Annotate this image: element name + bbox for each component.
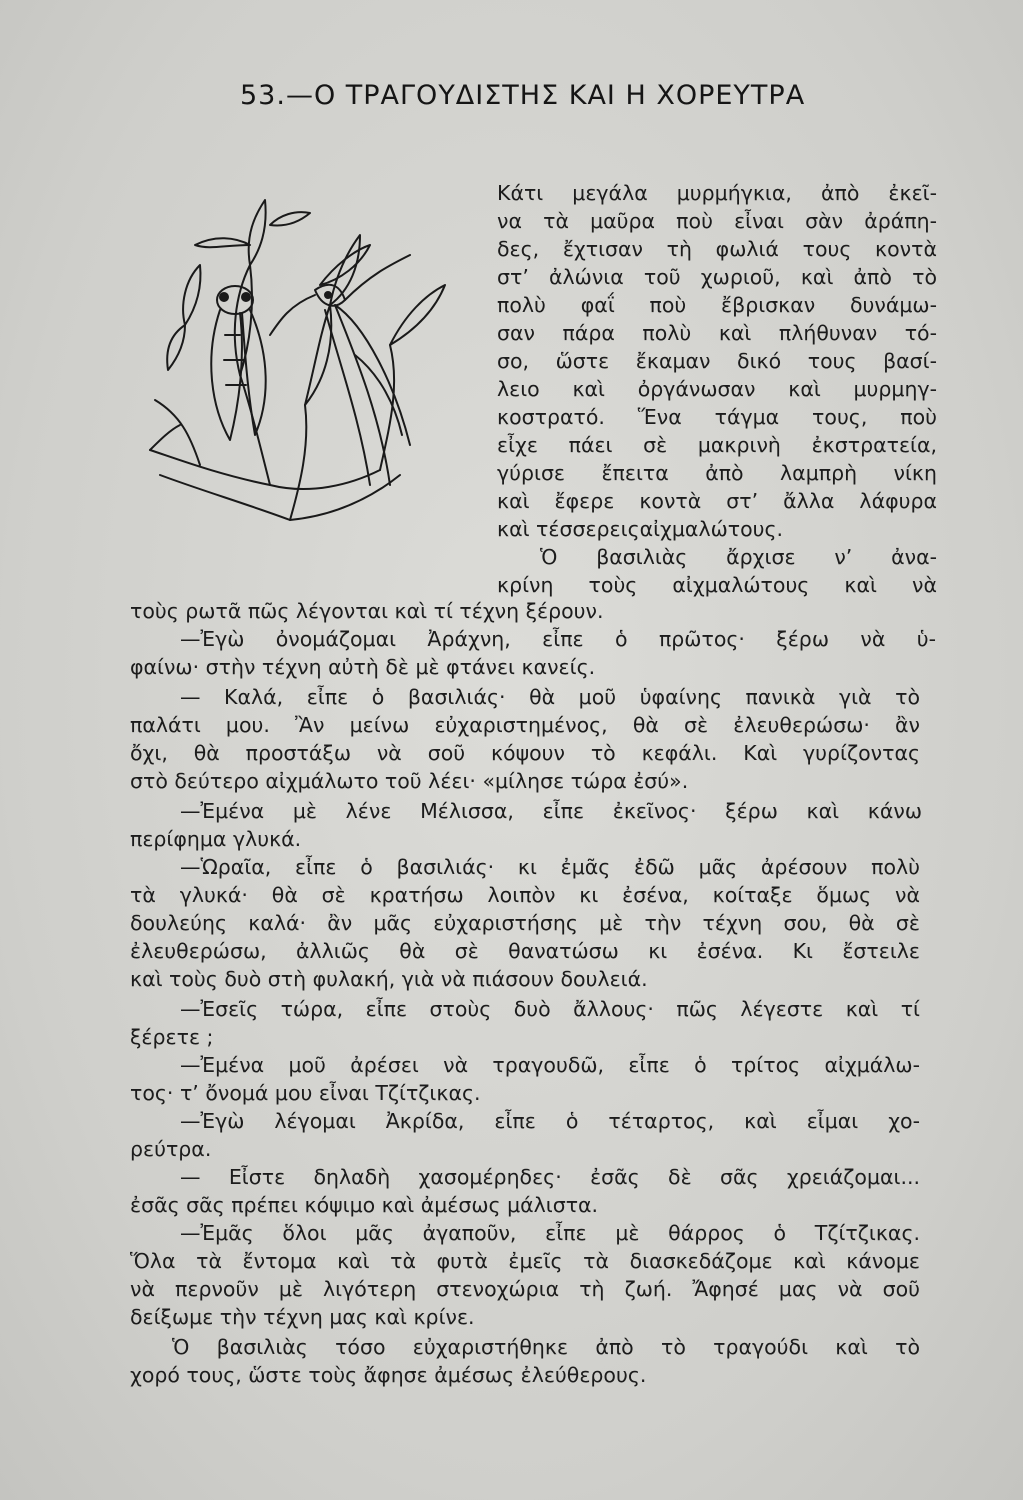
text-line: Ὅλα τὰ ἔντομα καὶ τὰ φυτὰ ἐμεῖς τὰ διασκεδάζομε καὶ κάνομε <box>130 1249 920 1273</box>
text-line: χορό τους, ὥστε τοὺς ἄφησε ἀμέσως ἐλεύθερους. <box>130 1363 647 1387</box>
text-line: καὶ τέσσερειςαἰχμαλώτους. <box>497 517 784 541</box>
text-line: —Ἐσεῖς τώρα, εἶπε στοὺς δυὸ ἄλλους· πῶς λέγεστε καὶ τί <box>180 997 920 1021</box>
text-line: ὄχι, θὰ προστάξω νὰ σοῦ κόψουν τὸ κεφάλι. Καὶ γυρίζοντας <box>130 741 920 765</box>
text-line: —Ἐμένα μοῦ ἀρέσει νὰ τραγουδῶ, εἶπε ὁ τρίτος αἰχμάλω- <box>180 1053 920 1077</box>
text-line: ρεύτρα. <box>130 1137 212 1161</box>
text-line: κρίνη τοὺς αἰχμαλώτους καὶ νὰ <box>497 573 937 597</box>
text-line: ἐλευθερώσω, ἀλλιῶς θὰ σὲ θανατώσω κι ἐσένα. Κι ἔστειλε <box>130 939 920 963</box>
text-line: —Ὡραῖα, εἶπε ὁ βασιλιάς· κι ἐμᾶς ἐδῶ μᾶς ἀρέσουν πολὺ <box>180 855 920 879</box>
text-line: — Καλά, εἶπε ὁ βασιλιάς· θὰ μοῦ ὑφαίνης πανικὰ γιὰ τὸ <box>180 685 920 709</box>
text-line: σαν πάρα πολὺ καὶ πλήθυναν τό- <box>497 321 937 345</box>
text-line: καὶ τοὺς δυὸ στὴ φυλακή, γιὰ νὰ πιάσουν δουλειά. <box>130 967 648 991</box>
text-line: φαίνω· στὴν τέχνη αὐτὴ δὲ μὲ φτάνει κανείς. <box>130 655 596 679</box>
text-line: στὸ δεύτερο αἰχμάλωτο τοῦ λέει· «μίλησε τώρα ἐσύ». <box>130 769 689 793</box>
text-line: ἐσᾶς σᾶς πρέπει κόψιμο καὶ ἀμέσως μάλιστα. <box>130 1193 599 1217</box>
text-line: —Ἐμᾶς ὅλοι μᾶς ἀγαποῦν, εἶπε μὲ θάρρος ὁ Τζίτζικας. <box>180 1221 920 1245</box>
text-line: —Ἐμένα μὲ λένε Μέλισσα, εἶπε ἐκεῖνος· ξέρω καὶ κάνω <box>180 799 922 823</box>
text-line: δείξωμε τὴν τέχνη μας καὶ κρίνε. <box>130 1305 475 1329</box>
text-line: Ὁ βασιλιὰς ἄρχισε ν’ ἀνα- <box>540 545 937 569</box>
text-line: περίφημα γλυκά. <box>130 827 302 851</box>
text-line: κοστρατό. Ἕνα τάγμα τους, ποὺ <box>497 405 937 429</box>
text-line: τοὺς ρωτᾶ πῶς λέγονται καὶ τί τέχνη ξέρουν. <box>130 599 604 623</box>
text-line: πολὺ φαΐ ποὺ ἔβρισκαν δυνάμω- <box>497 293 937 317</box>
text-line: —Ἐγὼ ὀνομάζομαι Ἀράχνη, εἶπε ὁ πρῶτος· ξέρω νὰ ὑ- <box>180 627 936 651</box>
text-line: σο, ὥστε ἔκαμαν δικό τους βασί- <box>497 349 937 373</box>
text-line: λειο καὶ ὀργάνωσαν καὶ μυρμηγ- <box>497 377 937 401</box>
text-line: δες, ἔχτισαν τὴ φωλιά τους κοντὰ <box>497 237 937 261</box>
text-line: —Ἐγὼ λέγομαι Ἀκρίδα, εἶπε ὁ τέταρτος, καὶ εἶμαι χο- <box>180 1109 920 1133</box>
text-line: καὶ ἔφερε κοντὰ στ’ ἄλλα λάφυρα <box>497 489 937 513</box>
text-line: να τὰ μαῦρα ποὺ εἶναι σὰν ἀράπη- <box>497 209 937 233</box>
page-title: 53.—Ο ΤΡΑΓΟΥΔΙΣΤΗΣ ΚΑΙ Η ΧΟΡΕΥΤΡΑ <box>240 80 806 111</box>
text-line: νὰ περνοῦν μὲ λιγότερη στενοχώρια τὴ ζωή. Ἄφησέ μας νὰ σοῦ <box>130 1277 920 1301</box>
illustration <box>140 185 490 530</box>
text-line: τος· τ’ ὄνομά μου εἶναι Τζίτζικας. <box>130 1081 481 1105</box>
text-line: στ’ ἀλώνια τοῦ χωριοῦ, καὶ ἀπὸ τὸ <box>497 265 937 289</box>
text-line: — Εἶστε δηλαδὴ χασομέρηδες· ἐσᾶς δὲ σᾶς χρειάζομαι... <box>180 1165 920 1189</box>
text-line: τὰ γλυκά· θὰ σὲ κρατήσω λοιπὸν κι ἐσένα, κοίταξε ὅμως νὰ <box>130 883 920 907</box>
text-line: ξέρετε ; <box>130 1025 214 1049</box>
text-line: δουλεύης καλά· ἂν μᾶς εὐχαριστήσης μὲ τὴν τέχνη σου, θὰ σὲ <box>130 911 920 935</box>
cicada-and-grasshopper-icon <box>140 185 490 530</box>
text-line: εἶχε πάει σὲ μακρινὴ ἐκστρατεία, <box>497 433 937 457</box>
text-line: παλάτι μου. Ἂν μείνω εὐχαριστημένος, θὰ σὲ ἐλευθερώσω· ἂν <box>130 713 920 737</box>
text-line: γύρισε ἔπειτα ἀπὸ λαμπρὴ νίκη <box>497 461 937 485</box>
text-line: Ὁ βασιλιὰς τόσο εὐχαριστήθηκε ἀπὸ τὸ τραγούδι καὶ τὸ <box>172 1335 920 1359</box>
text-line: Κάτι μεγάλα μυρμήγκια, ἀπὸ ἐκεῖ- <box>497 181 937 205</box>
